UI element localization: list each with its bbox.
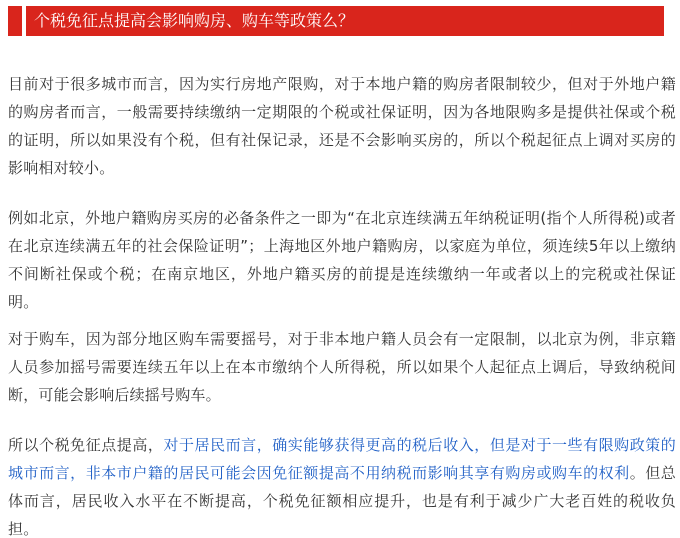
- section-header: [8, 6, 664, 36]
- paragraph-car-purchase: 对于购车，因为部分地区购车需要摇号，对于非本地户籍人员会有一定限制，以北京为例，非京籍人员参加摇号需要连续五年以上在本市缴纳个人所得税，所以如果个人起征点上调后，导致纳税间断，可能会影响后续摇号购车。: [8, 330, 676, 404]
- conclusion-intro: 所以个税免征点提高，: [8, 436, 164, 454]
- section-title: 个税免征点提高会影响购房、购车等政策么？: [34, 11, 355, 30]
- paragraph-conclusion: [8, 431, 676, 538]
- conclusion-ending: 。但总体而言，居民收入水平在不断提高，个税免征额相应提升，也是有利于减少广大老百姓的税收负担。: [8, 464, 676, 538]
- paragraph-city-examples: 例如北京，外地户籍购房买房的必备条件之一即为“在北京连续满五年纳税证明(指个人所得税)或者在北京连续满五年的社会保险证明”；上海地区外地户籍购房，以家庭为单位，须连续5年以上缴纳不间断社保或个税；在南京地区，外地户籍买房的前提是连续缴纳一年或者以上的完税或社保证明。: [8, 209, 676, 311]
- header-accent-bar: [22, 6, 26, 36]
- conclusion-highlight: 对于居民而言，确实能够获得更高的税后收入，但是对于一些有限购政策的城市而言，非本市户籍的居民可能会因免征额提高不用纳税而影响其享有购房或购车的权利: [8, 436, 676, 482]
- paragraph-housing-restriction: 目前对于很多城市而言，因为实行房地产限购，对于本地户籍的购房者限制较少，但对于外地户籍的购房者而言，一般需要持续缴纳一定期限的个税或社保证明，因为各地限购多是提供社保或个税的证明，所以如果没有个税，但有社保记录，还是不会影响买房的，所以个税起征点上调对买房的影响相对较小。: [8, 75, 676, 177]
